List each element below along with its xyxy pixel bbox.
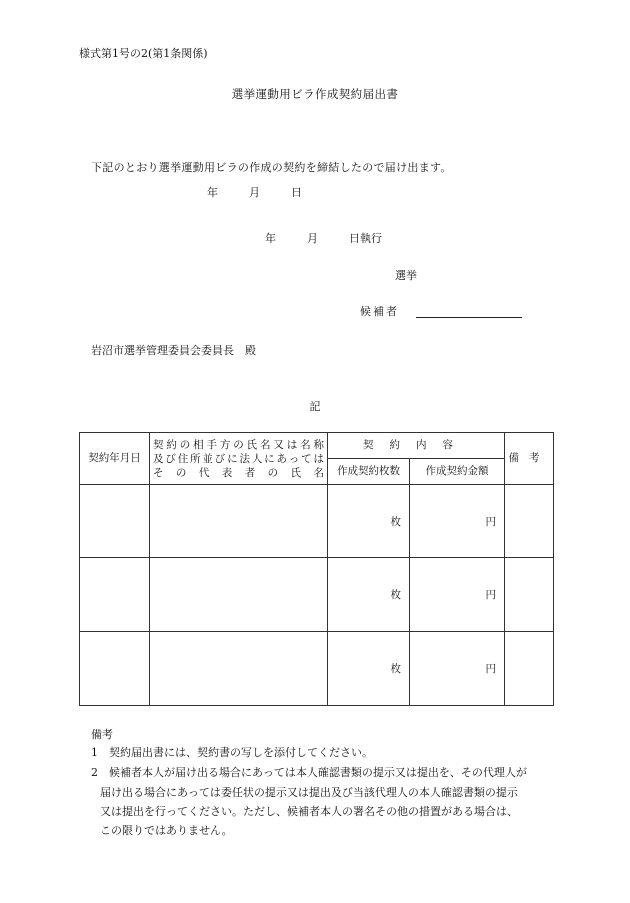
cell-contract-count[interactable]: 枚 <box>328 485 410 558</box>
candidate-name-line[interactable] <box>416 317 522 318</box>
filing-date-month: 月 <box>249 186 260 199</box>
cell-contract-party[interactable] <box>150 632 328 706</box>
contract-table <box>79 432 554 706</box>
cell-contract-date[interactable] <box>80 558 150 632</box>
filing-date-day: 日 <box>291 186 302 199</box>
header-contract-amount: 作成契約金額 <box>410 459 505 485</box>
header-contract-content <box>328 433 505 459</box>
election-date <box>265 232 382 246</box>
table-row <box>80 485 554 558</box>
cell-contract-amount[interactable]: 円 <box>410 485 505 558</box>
election-date-month: 月 <box>307 232 318 245</box>
table-row <box>80 632 554 706</box>
note-2-line-1: 2 候補者本人が届け出る場合にあっては本人確認書類の提示又は提出を、その代理人が <box>91 766 527 779</box>
header-contract-party-line-3: その代表者の氏名 <box>153 466 324 479</box>
note-2-line-3: 又は提出を行ってください。ただし、候補者本人の署名その他の措置がある場合は、 <box>100 805 518 818</box>
header-contract-date: 契約年月日 <box>80 433 150 485</box>
cell-contract-date[interactable] <box>80 632 150 706</box>
candidate-label: 候補者 <box>360 305 399 318</box>
cell-contract-party[interactable] <box>150 558 328 632</box>
filing-date <box>207 186 302 200</box>
cell-contract-count[interactable]: 枚 <box>328 558 410 632</box>
header-remarks-label: 備考 <box>508 452 550 464</box>
filing-date-year: 年 <box>207 186 218 199</box>
header-contract-content-label: 契約内容 <box>363 439 469 451</box>
cell-contract-count[interactable]: 枚 <box>328 632 410 706</box>
cell-remarks[interactable] <box>505 558 554 632</box>
header-contract-party <box>150 433 328 485</box>
form-number: 様式第1号の2(第1条関係) <box>79 47 208 60</box>
cell-contract-amount[interactable]: 円 <box>410 558 505 632</box>
header-contract-party-line-2: 及び住所並びに法人にあっては <box>153 452 324 465</box>
election-date-year: 年 <box>265 232 276 245</box>
table-row <box>80 558 554 632</box>
document-title: 選挙運動用ビラ作成契約届出書 <box>231 87 399 101</box>
election-label: 選挙 <box>395 269 417 282</box>
cell-contract-party[interactable] <box>150 485 328 558</box>
note-2-line-4: この限りではありません。 <box>100 824 233 837</box>
note-2-line-2: 届け出る場合にあっては委任状の提示又は提出及び当該代理人の本人確認書類の提示 <box>100 786 518 799</box>
cell-contract-date[interactable] <box>80 485 150 558</box>
cell-remarks[interactable] <box>505 632 554 706</box>
header-remarks <box>505 433 554 485</box>
ki-heading: 記 <box>309 400 321 413</box>
note-1-line-1: 1 契約届出書には、契約書の写しを添付してください。 <box>91 746 373 759</box>
notes-title: 備考 <box>91 728 113 741</box>
cell-remarks[interactable] <box>505 485 554 558</box>
header-contract-count: 作成契約枚数 <box>328 459 410 485</box>
addressee: 岩沼市選挙管理委員会委員長 殿 <box>91 344 256 357</box>
header-contract-party-line-1: 契約の相手方の氏名又は名称 <box>153 438 324 451</box>
intro-statement: 下記のとおり選挙運動用ビラの作成の契約を締結したので届け出ます。 <box>91 161 452 174</box>
cell-contract-amount[interactable]: 円 <box>410 632 505 706</box>
election-date-suffix: 日執行 <box>349 232 382 245</box>
